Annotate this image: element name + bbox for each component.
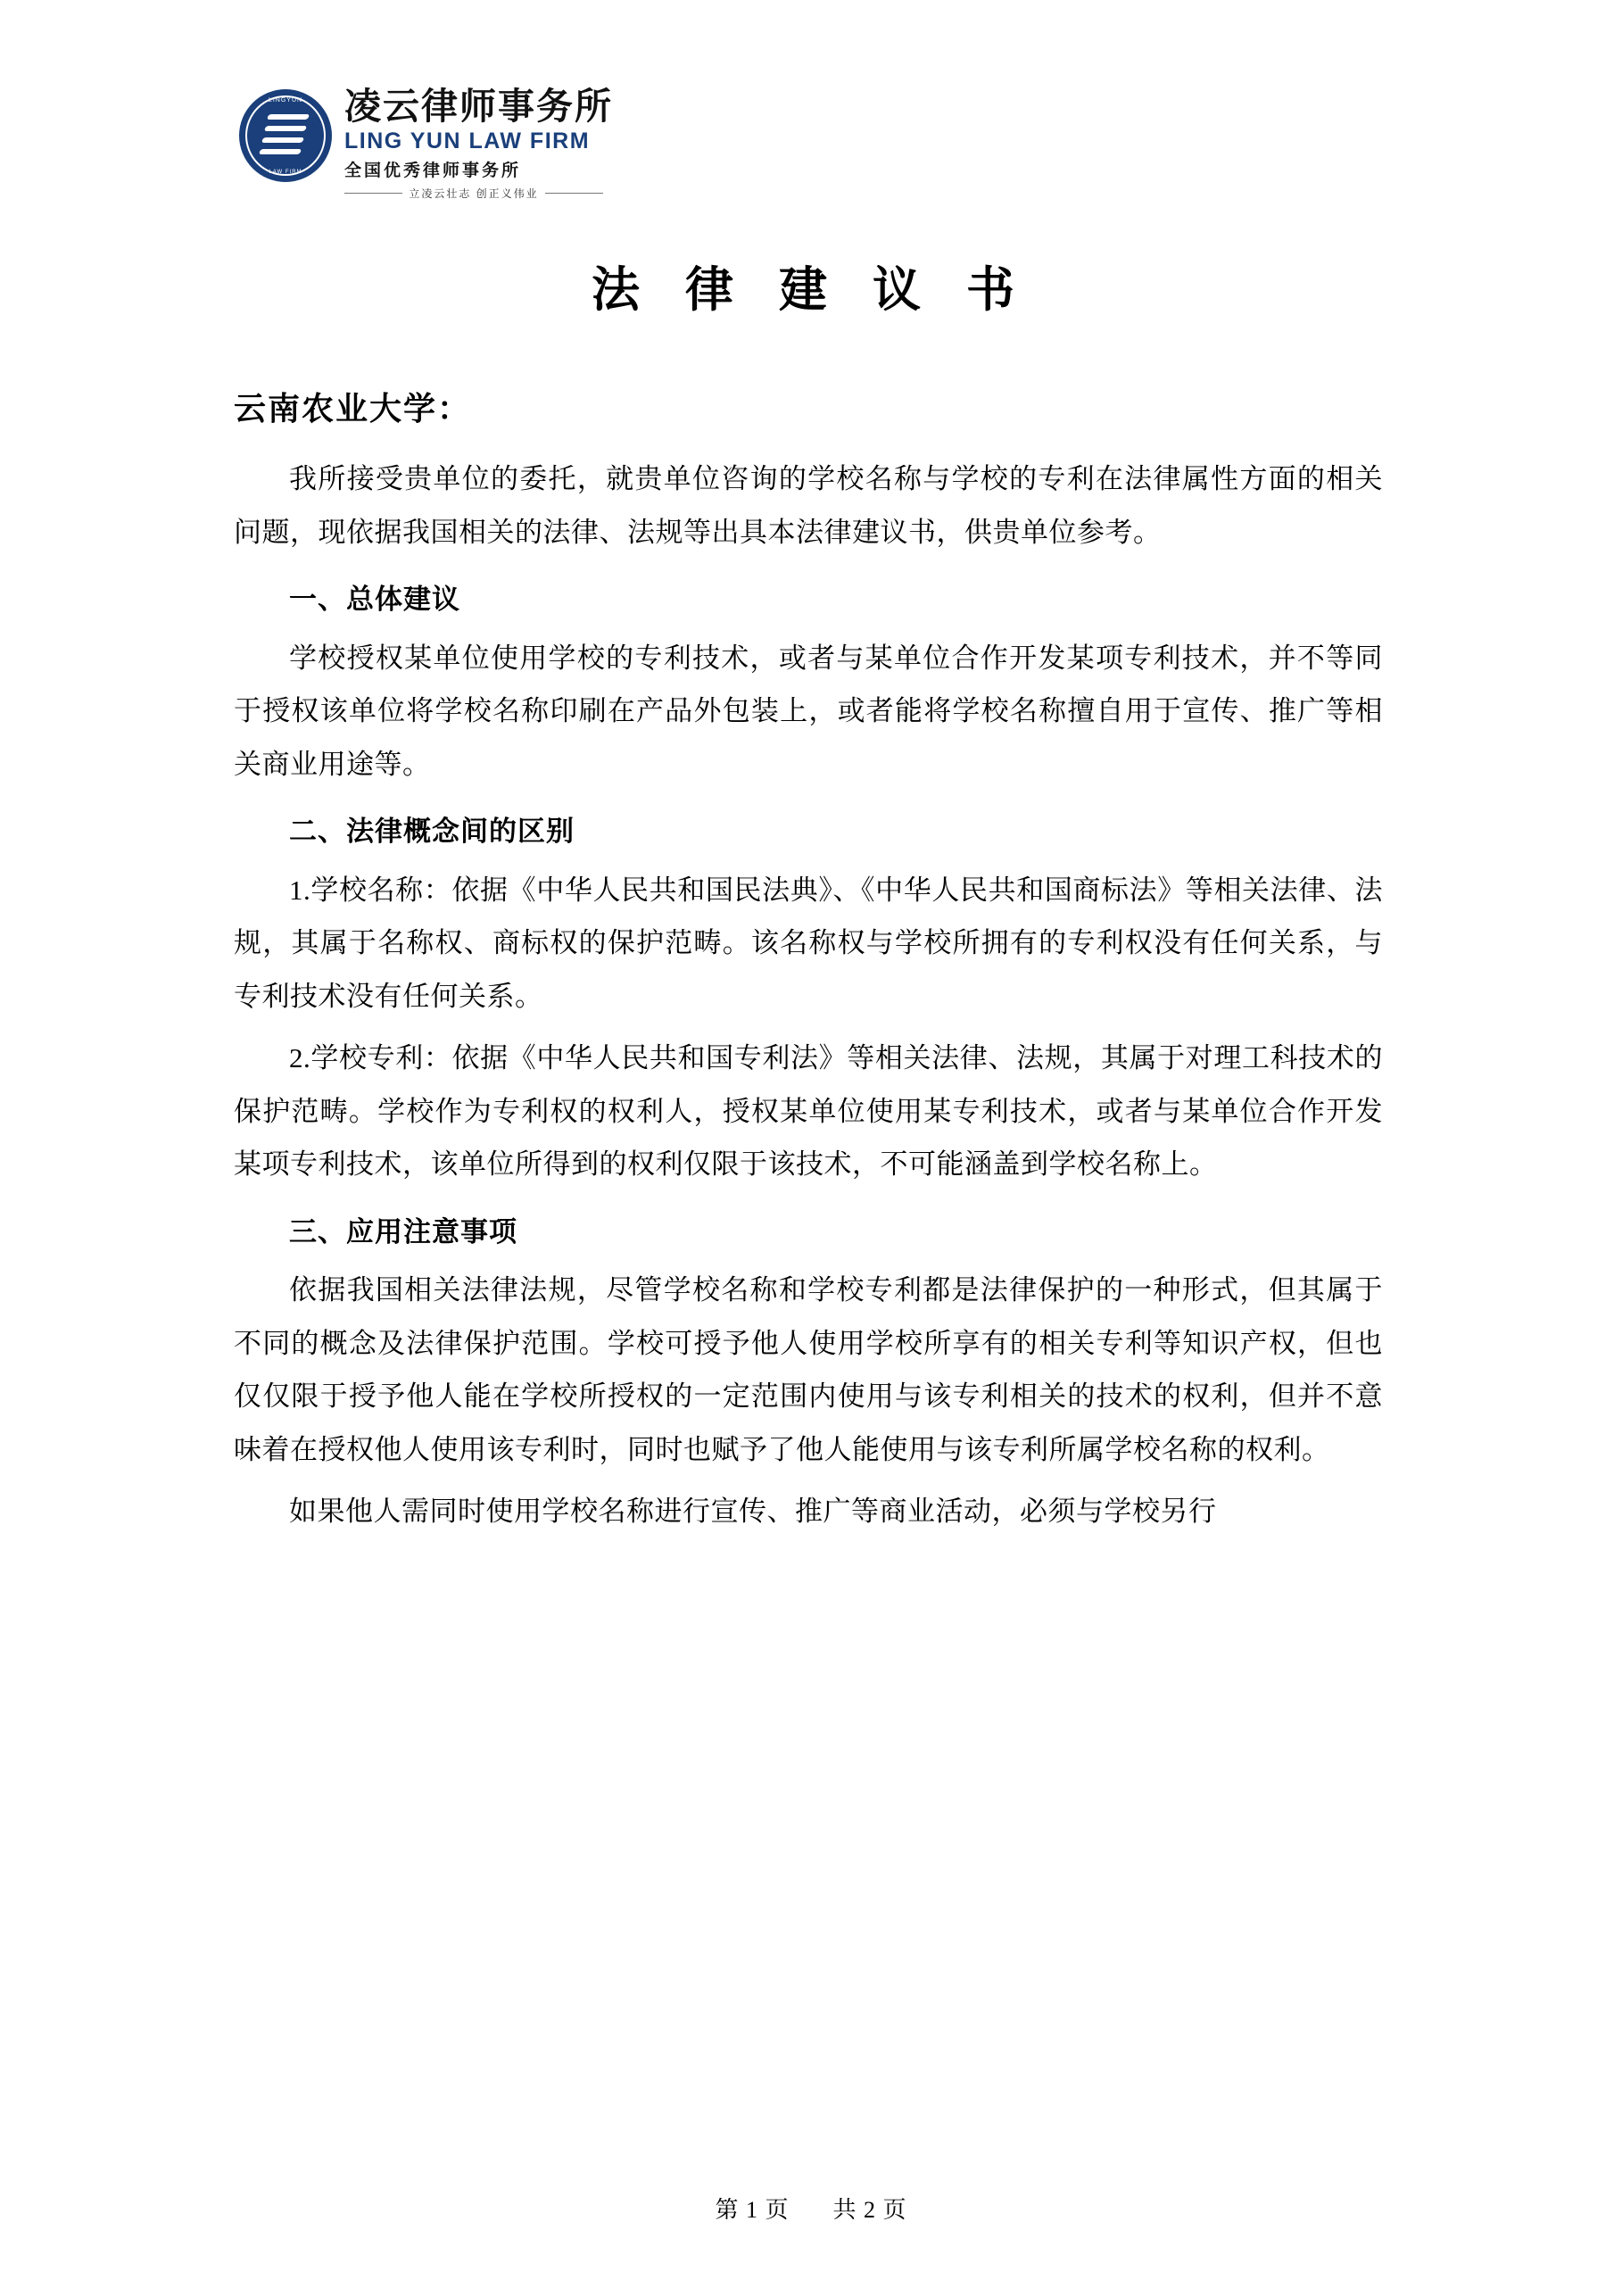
section-3-paragraph-1: 依据我国相关法律法规，尽管学校名称和学校专利都是法律保护的一种形式，但其属于不同的概念及法律保护范围。学校可授予他人使用学校所享有的相关专利等知识产权，但也仅仅限于授予他人能在学校所授权的一定范围内使用与该专利相关的技术的权利，但并不意味着在授权他人使用该专利时，同时也赋予了他人能使用与该专利所属学校名称的权利。 <box>234 1274 1383 1465</box>
section-2-paragraph-1: 1.学校名称：依据《中华人民共和国民法典》、《中华人民共和国商标法》等相关法律、法规，其属于名称权、商标权的保护范畴。该名称权与学校所拥有的专利权没有任何关系，与专利技术没有任何关系。 <box>234 874 1383 1012</box>
motto-divider-right <box>545 193 603 194</box>
section-heading-1: 一、总体建议 <box>289 584 460 616</box>
firm-name-block <box>344 86 613 201</box>
firm-motto: 立凌云壮志 创正义伟业 <box>409 187 539 201</box>
firm-motto-row <box>344 186 603 201</box>
law-firm-seal-icon <box>239 89 332 182</box>
motto-divider-left <box>344 193 402 194</box>
intro-paragraph: 我所接受贵单位的委托，就贵单位咨询的学校名称与学校的专利在法律属性方面的相关问题，现依据我国相关的法律、法规等出具本法律建议书，供贵单位参考。 <box>234 463 1383 548</box>
firm-name-english: LING YUN LAW FIRM <box>344 128 591 154</box>
seal-top-text: LINGYUN <box>268 97 303 104</box>
firm-subtitle: 全国优秀律师事务所 <box>344 162 522 181</box>
section-2-paragraph-2: 2.学校专利：依据《中华人民共和国专利法》等相关法律、法规，其属于对理工科技术的保护范畴。学校作为专利权的权利人，授权某单位使用某专利技术，或者与某单位合作开发某项专利技术，该单位所得到的权利仅限于该技术，不可能涵盖到学校名称上。 <box>234 1042 1383 1181</box>
page-footer <box>0 2192 1622 2225</box>
footer-total-pages: 共 2 页 <box>832 2197 907 2223</box>
addressee: 云南农业大学： <box>234 390 472 427</box>
section-heading-2: 二、法律概念间的区别 <box>289 816 575 848</box>
seal-bottom-text: LAW FIRM <box>269 170 302 175</box>
footer-current-page: 第 1 页 <box>715 2197 790 2223</box>
document-title: 法 律 建 议 书 <box>591 263 1030 317</box>
section-heading-3: 三、应用注意事项 <box>289 1215 517 1247</box>
section-1-paragraph-1: 学校授权某单位使用学校的专利技术，或者与某单位合作开发某项专利技术，并不等同于授权该单位将学校名称印刷在产品外包装上，或者能将学校名称擅自用于宣传、推广等相关商业用途等。 <box>234 642 1383 780</box>
document-body <box>234 384 1383 1547</box>
firm-name-chinese: 凌云律师事务所 <box>344 86 613 127</box>
letterhead <box>239 86 613 201</box>
seal-wave-graphic <box>262 114 309 159</box>
section-3-paragraph-2: 如果他人需同时使用学校名称进行宣传、推广等商业活动，必须与学校另行 <box>289 1496 1217 1528</box>
